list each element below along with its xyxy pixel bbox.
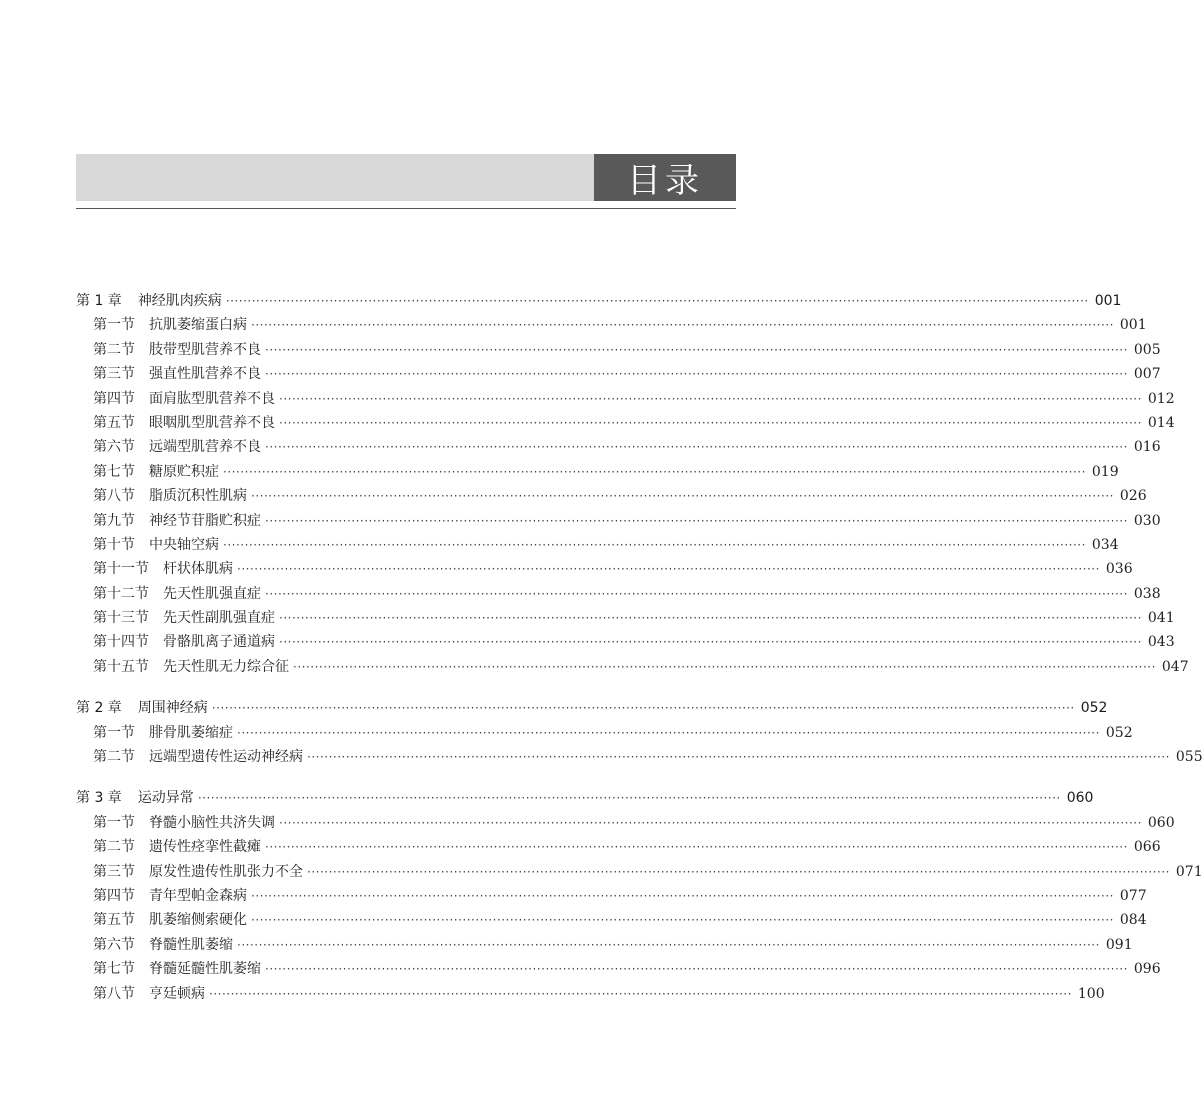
section-title: 面肩肱型肌营养不良 <box>149 390 275 407</box>
section-entry[interactable] <box>76 934 1133 958</box>
page-number: 036 <box>1105 561 1133 578</box>
section-entry[interactable] <box>76 746 1203 770</box>
section-label: 第三节 <box>93 863 135 880</box>
section-title: 先天性副肌强直症 <box>163 610 275 627</box>
section-title: 脂质沉积性肌病 <box>149 488 247 505</box>
section-label: 第四节 <box>93 887 135 904</box>
section-entry[interactable] <box>76 583 1161 607</box>
section-entry[interactable] <box>76 885 1147 909</box>
page-number: 077 <box>1119 887 1147 904</box>
chapter-entry[interactable] <box>76 787 1094 811</box>
section-title: 脊髓延髓性肌萎缩 <box>149 961 261 978</box>
page-number: 060 <box>1066 790 1094 807</box>
page-number: 091 <box>1105 936 1133 953</box>
section-title: 强直性肌营养不良 <box>149 366 261 383</box>
dot-leader: ········································································································································································································ <box>223 537 1086 552</box>
section-label: 第八节 <box>93 488 135 505</box>
section-label: 第二节 <box>93 749 135 766</box>
section-label: 第一节 <box>93 724 135 741</box>
section-label: 第五节 <box>93 414 135 431</box>
page-number: 047 <box>1161 658 1189 675</box>
section-title: 抗肌萎缩蛋白病 <box>149 317 247 334</box>
dot-leader: ········································································································································································································ <box>307 750 1170 765</box>
page-number: 016 <box>1133 439 1161 456</box>
section-entry[interactable] <box>76 836 1161 860</box>
section-title: 糖原贮积症 <box>149 463 219 480</box>
chapter-label: 第 2 章 <box>76 700 122 717</box>
page-number: 007 <box>1133 366 1161 383</box>
dot-leader: ········································································································································································································ <box>211 701 1075 716</box>
section-title: 肢带型肌营养不良 <box>149 341 261 358</box>
dot-leader: ········································································································································································································ <box>265 962 1128 977</box>
section-title: 杆状体肌病 <box>163 561 233 578</box>
section-label: 第五节 <box>93 912 135 929</box>
dot-leader: ········································································································································································································ <box>265 586 1128 601</box>
section-entry[interactable] <box>76 631 1175 655</box>
dot-leader: ········································································································································································································ <box>293 659 1156 674</box>
section-title: 脊髓性肌萎缩 <box>149 936 233 953</box>
page-number: 030 <box>1133 512 1161 529</box>
section-entry[interactable] <box>76 722 1133 746</box>
page-number: 096 <box>1133 961 1161 978</box>
section-title: 遗传性痉挛性截瘫 <box>149 839 261 856</box>
section-title: 原发性遗传性肌张力不全 <box>149 863 303 880</box>
chapter-entry[interactable] <box>76 290 1122 314</box>
table-of-contents <box>76 290 1203 1007</box>
dot-leader: ········································································································································································································ <box>237 725 1100 740</box>
section-title: 先天性肌强直症 <box>163 585 261 602</box>
section-title: 腓骨肌萎缩症 <box>149 724 233 741</box>
dot-leader: ········································································································································································································ <box>265 840 1128 855</box>
dot-leader: ········································································································································································································ <box>279 635 1142 650</box>
section-label: 第六节 <box>93 439 135 456</box>
section-label: 第十一节 <box>93 561 149 578</box>
dot-leader: ········································································································································································································ <box>279 415 1142 430</box>
page-number: 084 <box>1119 912 1147 929</box>
section-entry[interactable] <box>76 958 1161 982</box>
section-label: 第十二节 <box>93 585 149 602</box>
section-title: 眼咽肌型肌营养不良 <box>149 414 275 431</box>
section-entry[interactable] <box>76 861 1203 885</box>
section-entry[interactable] <box>76 909 1147 933</box>
section-title: 中央轴空病 <box>149 536 219 553</box>
dot-leader: ········································································································································································································ <box>279 611 1142 626</box>
dot-leader: ········································································································································································································ <box>197 791 1061 806</box>
section-entry[interactable] <box>76 656 1189 680</box>
section-entry[interactable] <box>76 510 1161 534</box>
page-number: 060 <box>1147 814 1175 831</box>
section-label: 第一节 <box>93 814 135 831</box>
dot-leader: ········································································································································································································ <box>251 318 1114 333</box>
page-number: 100 <box>1077 985 1105 1002</box>
toc-title: 目录 <box>594 154 736 201</box>
section-title: 神经节苷脂贮积症 <box>149 512 261 529</box>
section-label: 第三节 <box>93 366 135 383</box>
chapter-entry[interactable] <box>76 697 1108 721</box>
section-entry[interactable] <box>76 812 1175 836</box>
dot-leader: ········································································································································································································ <box>225 294 1089 308</box>
section-label: 第十五节 <box>93 658 149 675</box>
page-number: 026 <box>1119 488 1147 505</box>
section-label: 第十四节 <box>93 634 149 651</box>
section-entry[interactable] <box>76 558 1133 582</box>
section-title: 亨廷顿病 <box>149 985 205 1002</box>
section-title: 骨骼肌离子通道病 <box>163 634 275 651</box>
page-number: 043 <box>1147 634 1175 651</box>
page-number: 034 <box>1091 536 1119 553</box>
page-number: 071 <box>1175 863 1203 880</box>
section-title: 脊髓小脑性共济失调 <box>149 814 275 831</box>
chapter-label: 第 3 章 <box>76 790 122 807</box>
section-entry[interactable] <box>76 534 1119 558</box>
section-title: 肌萎缩侧索硬化 <box>149 912 247 929</box>
page-number: 001 <box>1119 317 1147 334</box>
dot-leader: ········································································································································································································ <box>237 562 1100 577</box>
page-number: 066 <box>1133 839 1161 856</box>
page-number: 001 <box>1094 293 1122 309</box>
section-entry[interactable] <box>76 363 1161 387</box>
dot-leader: ········································································································································································································ <box>265 367 1128 382</box>
section-entry[interactable] <box>76 412 1175 436</box>
section-label: 第十节 <box>93 536 135 553</box>
page-number: 052 <box>1105 724 1133 741</box>
page-number: 014 <box>1147 414 1175 431</box>
section-label: 第七节 <box>93 463 135 480</box>
section-label: 第七节 <box>93 961 135 978</box>
section-entry[interactable] <box>76 607 1175 631</box>
page-number: 019 <box>1091 463 1119 480</box>
section-label: 第九节 <box>93 512 135 529</box>
page-number: 041 <box>1147 610 1175 627</box>
section-label: 第四节 <box>93 390 135 407</box>
section-entry[interactable] <box>76 983 1105 1007</box>
dot-leader: ········································································································································································································ <box>279 391 1142 406</box>
chapter-title: 周围神经病 <box>137 700 208 717</box>
chapter-title: 运动异常 <box>137 790 194 807</box>
page-number: 052 <box>1080 700 1108 717</box>
section-entry[interactable] <box>76 485 1147 509</box>
section-label: 第二节 <box>93 341 135 358</box>
chapter-title: 神经肌肉疾病 <box>137 293 222 309</box>
page-number: 005 <box>1133 341 1161 358</box>
page-number: 055 <box>1175 749 1203 766</box>
page-number: 038 <box>1133 585 1161 602</box>
page-number: 012 <box>1147 390 1175 407</box>
dot-leader: ········································································································································································································ <box>209 986 1072 1001</box>
section-entry[interactable] <box>76 314 1147 338</box>
section-entry[interactable] <box>76 436 1161 460</box>
section-label: 第一节 <box>93 317 135 334</box>
dot-leader: ········································································································································································································ <box>279 815 1142 830</box>
section-label: 第二节 <box>93 839 135 856</box>
section-label: 第八节 <box>93 985 135 1002</box>
dot-leader: ········································································································································································································ <box>265 513 1128 528</box>
section-label: 第十三节 <box>93 610 149 627</box>
section-label: 第六节 <box>93 936 135 953</box>
dot-leader: ········································································································································································································ <box>251 489 1114 504</box>
dot-leader: ········································································································································································································ <box>265 342 1128 357</box>
dot-leader: ········································································································································································································ <box>223 464 1086 479</box>
chapter-label: 第 1 章 <box>76 293 122 309</box>
dot-leader: ········································································································································································································ <box>307 864 1170 879</box>
section-title: 先天性肌无力综合征 <box>163 658 289 675</box>
section-entry[interactable] <box>76 388 1175 412</box>
section-title: 远端型遗传性运动神经病 <box>149 749 303 766</box>
section-title: 远端型肌营养不良 <box>149 439 261 456</box>
dot-leader: ········································································································································································································ <box>237 937 1100 952</box>
section-entry[interactable] <box>76 461 1119 485</box>
dot-leader: ········································································································································································································ <box>265 440 1128 455</box>
dot-leader: ········································································································································································································ <box>251 888 1114 903</box>
header-divider <box>76 208 736 209</box>
section-title: 青年型帕金森病 <box>149 887 247 904</box>
dot-leader: ········································································································································································································ <box>251 913 1114 928</box>
section-entry[interactable] <box>76 339 1161 363</box>
